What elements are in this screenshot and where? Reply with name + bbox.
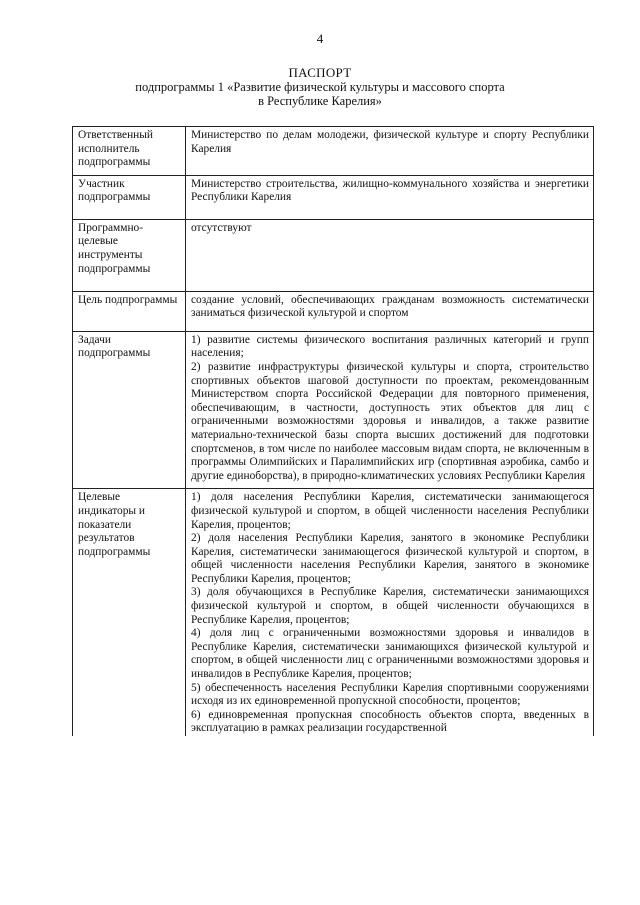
task-item: 2) развитие инфраструктуры физической культуры и спорта, строительство спортивных объектов шаговой доступности по проектам, рекомендованным Министерством спорта Российской Федерации для повторного применения, обеспечивающим, в частности, доступность этих объектов для лиц с ограниченными возможностями здоровья и инвалидов, а также развитие материально-технической базы спорта высших достижений для подготовки спортсменов, в том числе по наиболее массовым видам спорта, не включенным в программы Олимпийских и Паралимпийских игр (спортивная аэробика, самбо и другие единоборства), в природно-климатических условиях Республики Карелия bbox=[191, 360, 589, 482]
row-value: Министерство строительства, жилищно-коммунального хозяйства и энергетики Республики Карелия bbox=[186, 175, 594, 219]
indicator-item: 1) доля населения Республики Карелия, систематически занимающегося физической культурой и спортом, в общей численности населения Республики Карелия, процентов; bbox=[191, 491, 589, 531]
indicator-item: 5) обеспеченность населения Республики Карелия спортивными сооружениями исходя из их единовременной пропускной способности, процентов; bbox=[191, 681, 589, 708]
passport-table bbox=[72, 126, 594, 736]
document-title: ПАСПОРТ bbox=[288, 65, 352, 80]
row-value bbox=[186, 489, 594, 736]
subtitle-line-2: в Республике Карелия» bbox=[258, 94, 382, 108]
table-row bbox=[73, 127, 594, 176]
row-label: Участник подпрограммы bbox=[73, 175, 186, 219]
indicator-item: 3) доля обучающихся в Республике Карелия, систематически занимающихся физической культурой и спортом, в общей численности обучающихся в Республике Карелия, процентов; bbox=[191, 586, 589, 626]
table-row bbox=[73, 331, 594, 489]
task-item: 1) развитие системы физического воспитания различных категорий и групп населения; bbox=[191, 333, 589, 360]
row-label: Целевые индикаторы и показатели результатов подпрограммы bbox=[73, 489, 186, 736]
row-value: создание условий, обеспечивающих гражданам возможность систематически заниматься физической культурой и спортом bbox=[186, 291, 594, 331]
table-row bbox=[73, 291, 594, 331]
row-label: Ответственный исполнитель подпрограммы bbox=[73, 127, 186, 176]
table-row bbox=[73, 489, 594, 736]
table-row bbox=[73, 175, 594, 219]
row-value bbox=[186, 331, 594, 489]
indicator-item: 4) доля лиц с ограниченными возможностями здоровья и инвалидов в Республике Карелия, систематически занимающихся физической культурой и спортом, в общей численности лиц с ограниченными возможностями здоровья и инвалидов в Республике Карелия, процентов; bbox=[191, 627, 589, 681]
indicator-item: 6) единовременная пропускная способность объектов спорта, введенных в эксплуатацию в рамках реализации государственной bbox=[191, 708, 589, 735]
subtitle-line-1: подпрограммы 1 «Развитие физической культуры и массового спорта bbox=[135, 80, 505, 94]
row-value: Министерство по делам молодежи, физической культуре и спорту Республики Карелия bbox=[186, 127, 594, 176]
row-value: отсутствуют bbox=[186, 219, 594, 291]
page-number: 4 bbox=[316, 31, 324, 46]
table-row bbox=[73, 219, 594, 291]
indicator-item: 2) доля населения Республики Карелия, занятого в экономике Республики Карелия, систематически занимающегося физической культурой и спортом, в общей численности населения Республики Карелия, занятого в экономике Республики Карелия, процентов; bbox=[191, 532, 589, 585]
row-label: Цель подпрограммы bbox=[73, 291, 186, 331]
row-label: Задачи подпрограммы bbox=[73, 331, 186, 489]
row-label: Программно-целевые инструменты подпрограммы bbox=[73, 219, 186, 291]
document-heading bbox=[0, 66, 640, 108]
